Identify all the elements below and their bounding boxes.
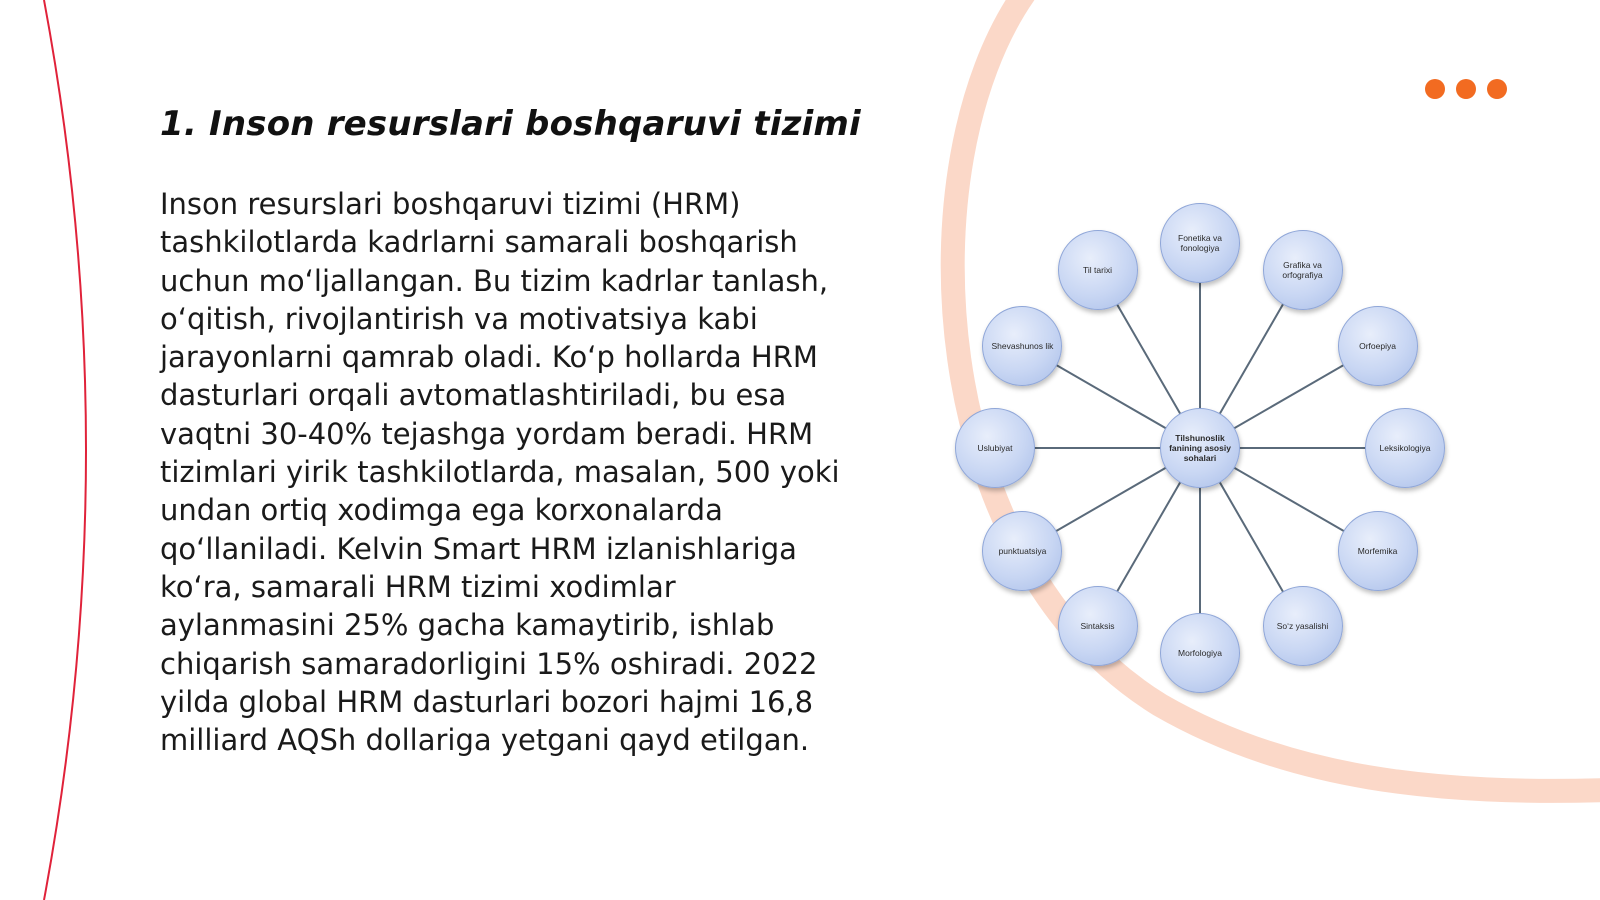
diagram-node: punktuatsiya [982, 511, 1062, 591]
diagram-center-node: Tilshunoslik fanining asosiy sohalari [1160, 408, 1240, 488]
diagram-node: Orfoepiya [1338, 306, 1418, 386]
three-dots-icon [1425, 79, 1507, 99]
radial-diagram [940, 190, 1460, 710]
diagram-node: Leksikologiya [1365, 408, 1445, 488]
diagram-node: Morfologiya [1160, 613, 1240, 693]
diagram-node: Sintaksis [1058, 586, 1138, 666]
dot-icon [1487, 79, 1507, 99]
diagram-node: Til tarixi [1058, 230, 1138, 310]
left-red-curve [44, 0, 86, 900]
diagram-node: Morfemika [1338, 511, 1418, 591]
diagram-node: So‘z yasalishi [1263, 586, 1343, 666]
dot-icon [1456, 79, 1476, 99]
diagram-node: Fonetika va fonologiya [1160, 203, 1240, 283]
diagram-node: Shevashunos lik [982, 306, 1062, 386]
diagram-node: Uslubiyat [955, 408, 1035, 488]
diagram-node: Grafika va orfografiya [1263, 230, 1343, 310]
dot-icon [1425, 79, 1445, 99]
slide-body-text: Inson resurslari boshqaruvi tizimi (HRM) tashkilotlarda kadrlarni samarali boshqarish uchun mo‘ljallangan. Bu tizim kadrlar tanlash, o‘qitish, rivojlantirish va motivatsiya kabi jarayonlarni qamrab oladi. Ko‘p hollarda HRM dasturlari orqali avtomatlashtiriladi, bu esa vaqtni 30-40% tejashga yordam beradi. HRM tizimlari yirik tashkilotlarda, masalan, 500 yoki undan ortiq xodimga ega korxonalarda qo‘llaniladi. Kelvin Smart HRM izlanishlariga ko‘ra, samarali HRM tizimi xodimlar aylanmasini 25% gacha kamaytirib, ishlab chiqarish samaradorligini 15% oshiradi. 2022 yilda global HRM dasturlari bozori hajmi 16,8 milliard AQSh dollariga yetgani qayd etilgan. [160, 187, 840, 758]
slide-title: 1. Inson resurslari boshqaruvi tizimi [160, 104, 861, 144]
